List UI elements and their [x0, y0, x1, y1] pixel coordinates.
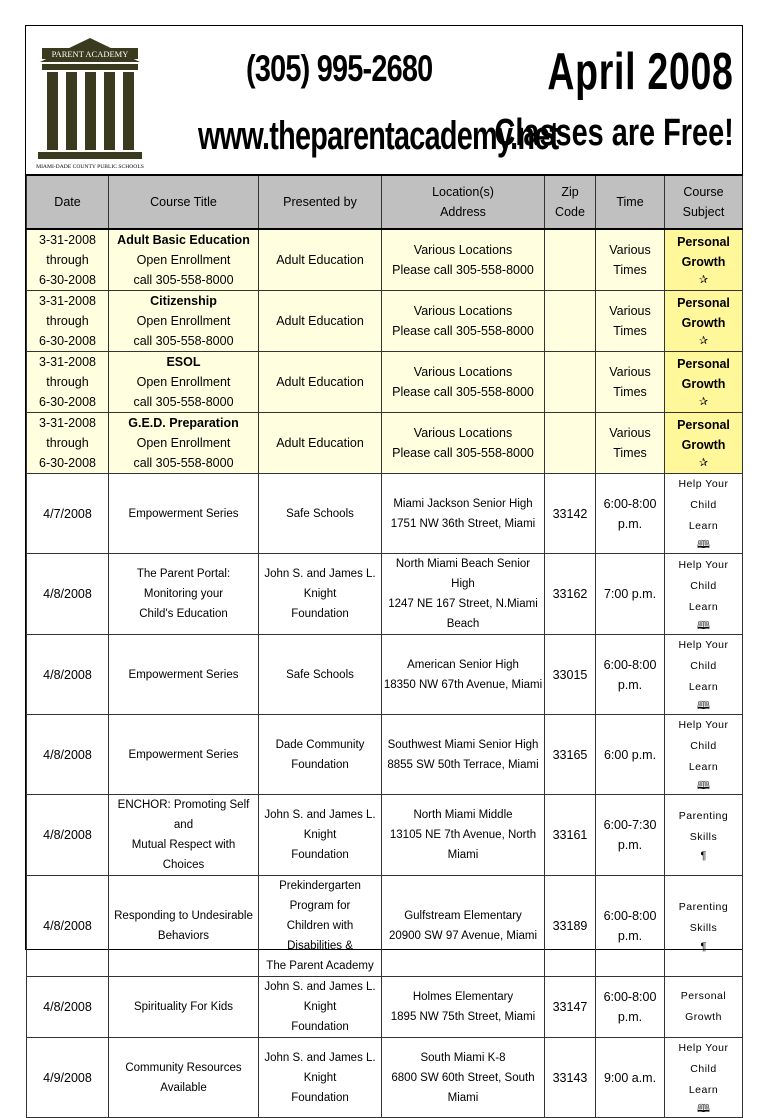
tagline: Classes are Free! — [494, 112, 734, 154]
course-title-cell: Empowerment Series — [109, 474, 259, 554]
zip-cell: 33143 — [545, 1038, 596, 1118]
pilcrow-icon: ¶ — [700, 850, 707, 862]
date-cell: 3-31-2008 through 6-30-2008 — [27, 413, 109, 474]
course-title-cell: Community Resources Available — [109, 1038, 259, 1118]
presenter-cell: John S. and James L. Knight Foundation — [259, 795, 382, 876]
date-cell: 3-31-2008 through 6-30-2008 — [27, 352, 109, 413]
date-cell: 4/8/2008 — [27, 635, 109, 715]
table-row — [27, 876, 743, 977]
subject-cell: Help Your Child Learn 🕮 — [665, 474, 743, 554]
book-icon: 🕮 — [697, 539, 710, 551]
subject-cell: Personal Growth ✰ — [665, 352, 743, 413]
zip-cell: 33015 — [545, 635, 596, 715]
subject-cell: Personal Growth ✰ — [665, 229, 743, 291]
subject-cell: Parenting Skills ¶ — [665, 795, 743, 876]
zip-cell: 33165 — [545, 715, 596, 795]
time-cell: 6:00-8:00 p.m. — [596, 977, 665, 1038]
course-title-cell: ENCHOR: Promoting Self and Mutual Respect with Choices — [109, 795, 259, 876]
course-title-cell: The Parent Portal: Monitoring your Child's Education — [109, 554, 259, 635]
class-schedule-table — [26, 174, 743, 1118]
time-cell: 6:00-8:00 p.m. — [596, 876, 665, 977]
col-location: Location(s) Address — [382, 175, 545, 229]
book-icon: 🕮 — [697, 1103, 710, 1115]
location-cell: Various Locations Please call 305-558-8000 — [382, 291, 545, 352]
zip-cell — [545, 229, 596, 291]
zip-cell: 33162 — [545, 554, 596, 635]
presenter-cell: Dade Community Foundation — [259, 715, 382, 795]
table-row — [27, 474, 743, 554]
time-cell: Various Times — [596, 229, 665, 291]
zip-cell: 33161 — [545, 795, 596, 876]
logo-bottom-text: MIAMI-DADE COUNTY PUBLIC SCHOOLS — [36, 164, 144, 170]
location-cell: North Miami Middle 13105 NE 7th Avenue, North Miami — [382, 795, 545, 876]
time-cell: 6:00-8:00 p.m. — [596, 635, 665, 715]
col-date: Date — [27, 175, 109, 229]
course-title-cell: G.E.D. Preparation Open Enrollment call 305-558-8000 — [109, 413, 259, 474]
time-cell: 6:00-7:30 p.m. — [596, 795, 665, 876]
star-icon: ✰ — [698, 457, 709, 469]
zip-cell — [545, 352, 596, 413]
parent-academy-logo — [34, 34, 146, 172]
table-row — [27, 352, 743, 413]
col-course-title: Course Title — [109, 175, 259, 229]
subject-cell: Personal Growth — [665, 977, 743, 1038]
table-row — [27, 795, 743, 876]
location-cell: Miami Jackson Senior High 1751 NW 36th Street, Miami — [382, 474, 545, 554]
table-row — [27, 715, 743, 795]
course-title-cell: Empowerment Series — [109, 635, 259, 715]
table-row — [27, 413, 743, 474]
table-row — [27, 977, 743, 1038]
time-cell: Various Times — [596, 352, 665, 413]
time-cell: Various Times — [596, 291, 665, 352]
subject-cell: Help Your Child Learn 🕮 — [665, 554, 743, 635]
phone-number: (305) 995-2680 — [246, 48, 433, 89]
location-cell: South Miami K-8 6800 SW 60th Street, South Miami — [382, 1038, 545, 1118]
date-cell: 3-31-2008 through 6-30-2008 — [27, 229, 109, 291]
table-row — [27, 554, 743, 635]
location-cell: Various Locations Please call 305-558-8000 — [382, 352, 545, 413]
star-icon: ✰ — [698, 396, 709, 408]
subject-cell: Parenting Skills ¶ — [665, 876, 743, 977]
table-row — [27, 229, 743, 291]
zip-cell — [545, 291, 596, 352]
date-cell: 4/8/2008 — [27, 977, 109, 1038]
presenter-cell: Adult Education — [259, 352, 382, 413]
time-cell: Various Times — [596, 413, 665, 474]
star-icon: ✰ — [698, 274, 709, 286]
date-cell: 4/8/2008 — [27, 876, 109, 977]
presenter-cell: John S. and James L. Knight Foundation — [259, 977, 382, 1038]
course-title-cell: Adult Basic Education Open Enrollment call 305-558-8000 — [109, 229, 259, 291]
zip-cell — [545, 413, 596, 474]
location-cell: Holmes Elementary 1895 NW 75th Street, Miami — [382, 977, 545, 1038]
date-cell: 4/8/2008 — [27, 715, 109, 795]
pilcrow-icon: ¶ — [700, 941, 707, 953]
table-header-row — [27, 175, 743, 229]
month-title: April 2008 — [547, 43, 734, 101]
presenter-cell: Prekindergarten Program for Children with Disabilities & The Parent Academy — [259, 876, 382, 977]
course-title-cell: Citizenship Open Enrollment call 305-558-8000 — [109, 291, 259, 352]
website-link[interactable]: www.theparentacademy.net — [198, 114, 559, 158]
course-title-cell: Responding to Undesirable Behaviors — [109, 876, 259, 977]
zip-cell: 33147 — [545, 977, 596, 1038]
presenter-cell: John S. and James L. Knight Foundation — [259, 1038, 382, 1118]
logo-top-text: PARENT ACADEMY — [51, 49, 129, 59]
table-row — [27, 635, 743, 715]
location-cell: Gulfstream Elementary 20900 SW 97 Avenue, Miami — [382, 876, 545, 977]
zip-cell: 33189 — [545, 876, 596, 977]
col-course-subject: Course Subject — [665, 175, 743, 229]
time-cell: 9:00 a.m. — [596, 1038, 665, 1118]
book-icon: 🕮 — [697, 619, 710, 632]
col-zip-code: Zip Code — [545, 175, 596, 229]
location-cell: North Miami Beach Senior High 1247 NE 167 Street, N.Miami Beach — [382, 554, 545, 635]
date-cell: 4/8/2008 — [27, 795, 109, 876]
course-title-cell: Empowerment Series — [109, 715, 259, 795]
table-row — [27, 1038, 743, 1118]
presenter-cell: Safe Schools — [259, 474, 382, 554]
col-presented-by: Presented by — [259, 175, 382, 229]
course-title-cell: Spirituality For Kids — [109, 977, 259, 1038]
table-row — [27, 291, 743, 352]
book-icon: 🕮 — [697, 700, 710, 712]
course-title-cell: ESOL Open Enrollment call 305-558-8000 — [109, 352, 259, 413]
subject-cell: Help Your Child Learn 🕮 — [665, 1038, 743, 1118]
location-cell: American Senior High 18350 NW 67th Avenue, Miami — [382, 635, 545, 715]
schedule-sheet — [25, 25, 743, 1115]
header — [26, 26, 742, 174]
zip-cell: 33142 — [545, 474, 596, 554]
date-cell: 3-31-2008 through 6-30-2008 — [27, 291, 109, 352]
time-cell: 6:00 p.m. — [596, 715, 665, 795]
time-cell: 6:00-8:00 p.m. — [596, 474, 665, 554]
col-time: Time — [596, 175, 665, 229]
subject-cell: Help Your Child Learn 🕮 — [665, 715, 743, 795]
location-cell: Various Locations Please call 305-558-8000 — [382, 413, 545, 474]
presenter-cell: Adult Education — [259, 291, 382, 352]
subject-cell: Help Your Child Learn 🕮 — [665, 635, 743, 715]
presenter-cell: Safe Schools — [259, 635, 382, 715]
star-icon: ✰ — [698, 335, 709, 347]
book-icon: 🕮 — [697, 780, 710, 792]
date-cell: 4/9/2008 — [27, 1038, 109, 1118]
presenter-cell: John S. and James L. Knight Foundation — [259, 554, 382, 635]
presenter-cell: Adult Education — [259, 413, 382, 474]
subject-cell: Personal Growth ✰ — [665, 291, 743, 352]
time-cell: 7:00 p.m. — [596, 554, 665, 635]
subject-cell: Personal Growth ✰ — [665, 413, 743, 474]
location-cell: Southwest Miami Senior High 8855 SW 50th Terrace, Miami — [382, 715, 545, 795]
location-cell: Various Locations Please call 305-558-8000 — [382, 229, 545, 291]
date-cell: 4/8/2008 — [27, 554, 109, 635]
presenter-cell: Adult Education — [259, 229, 382, 291]
date-cell: 4/7/2008 — [27, 474, 109, 554]
